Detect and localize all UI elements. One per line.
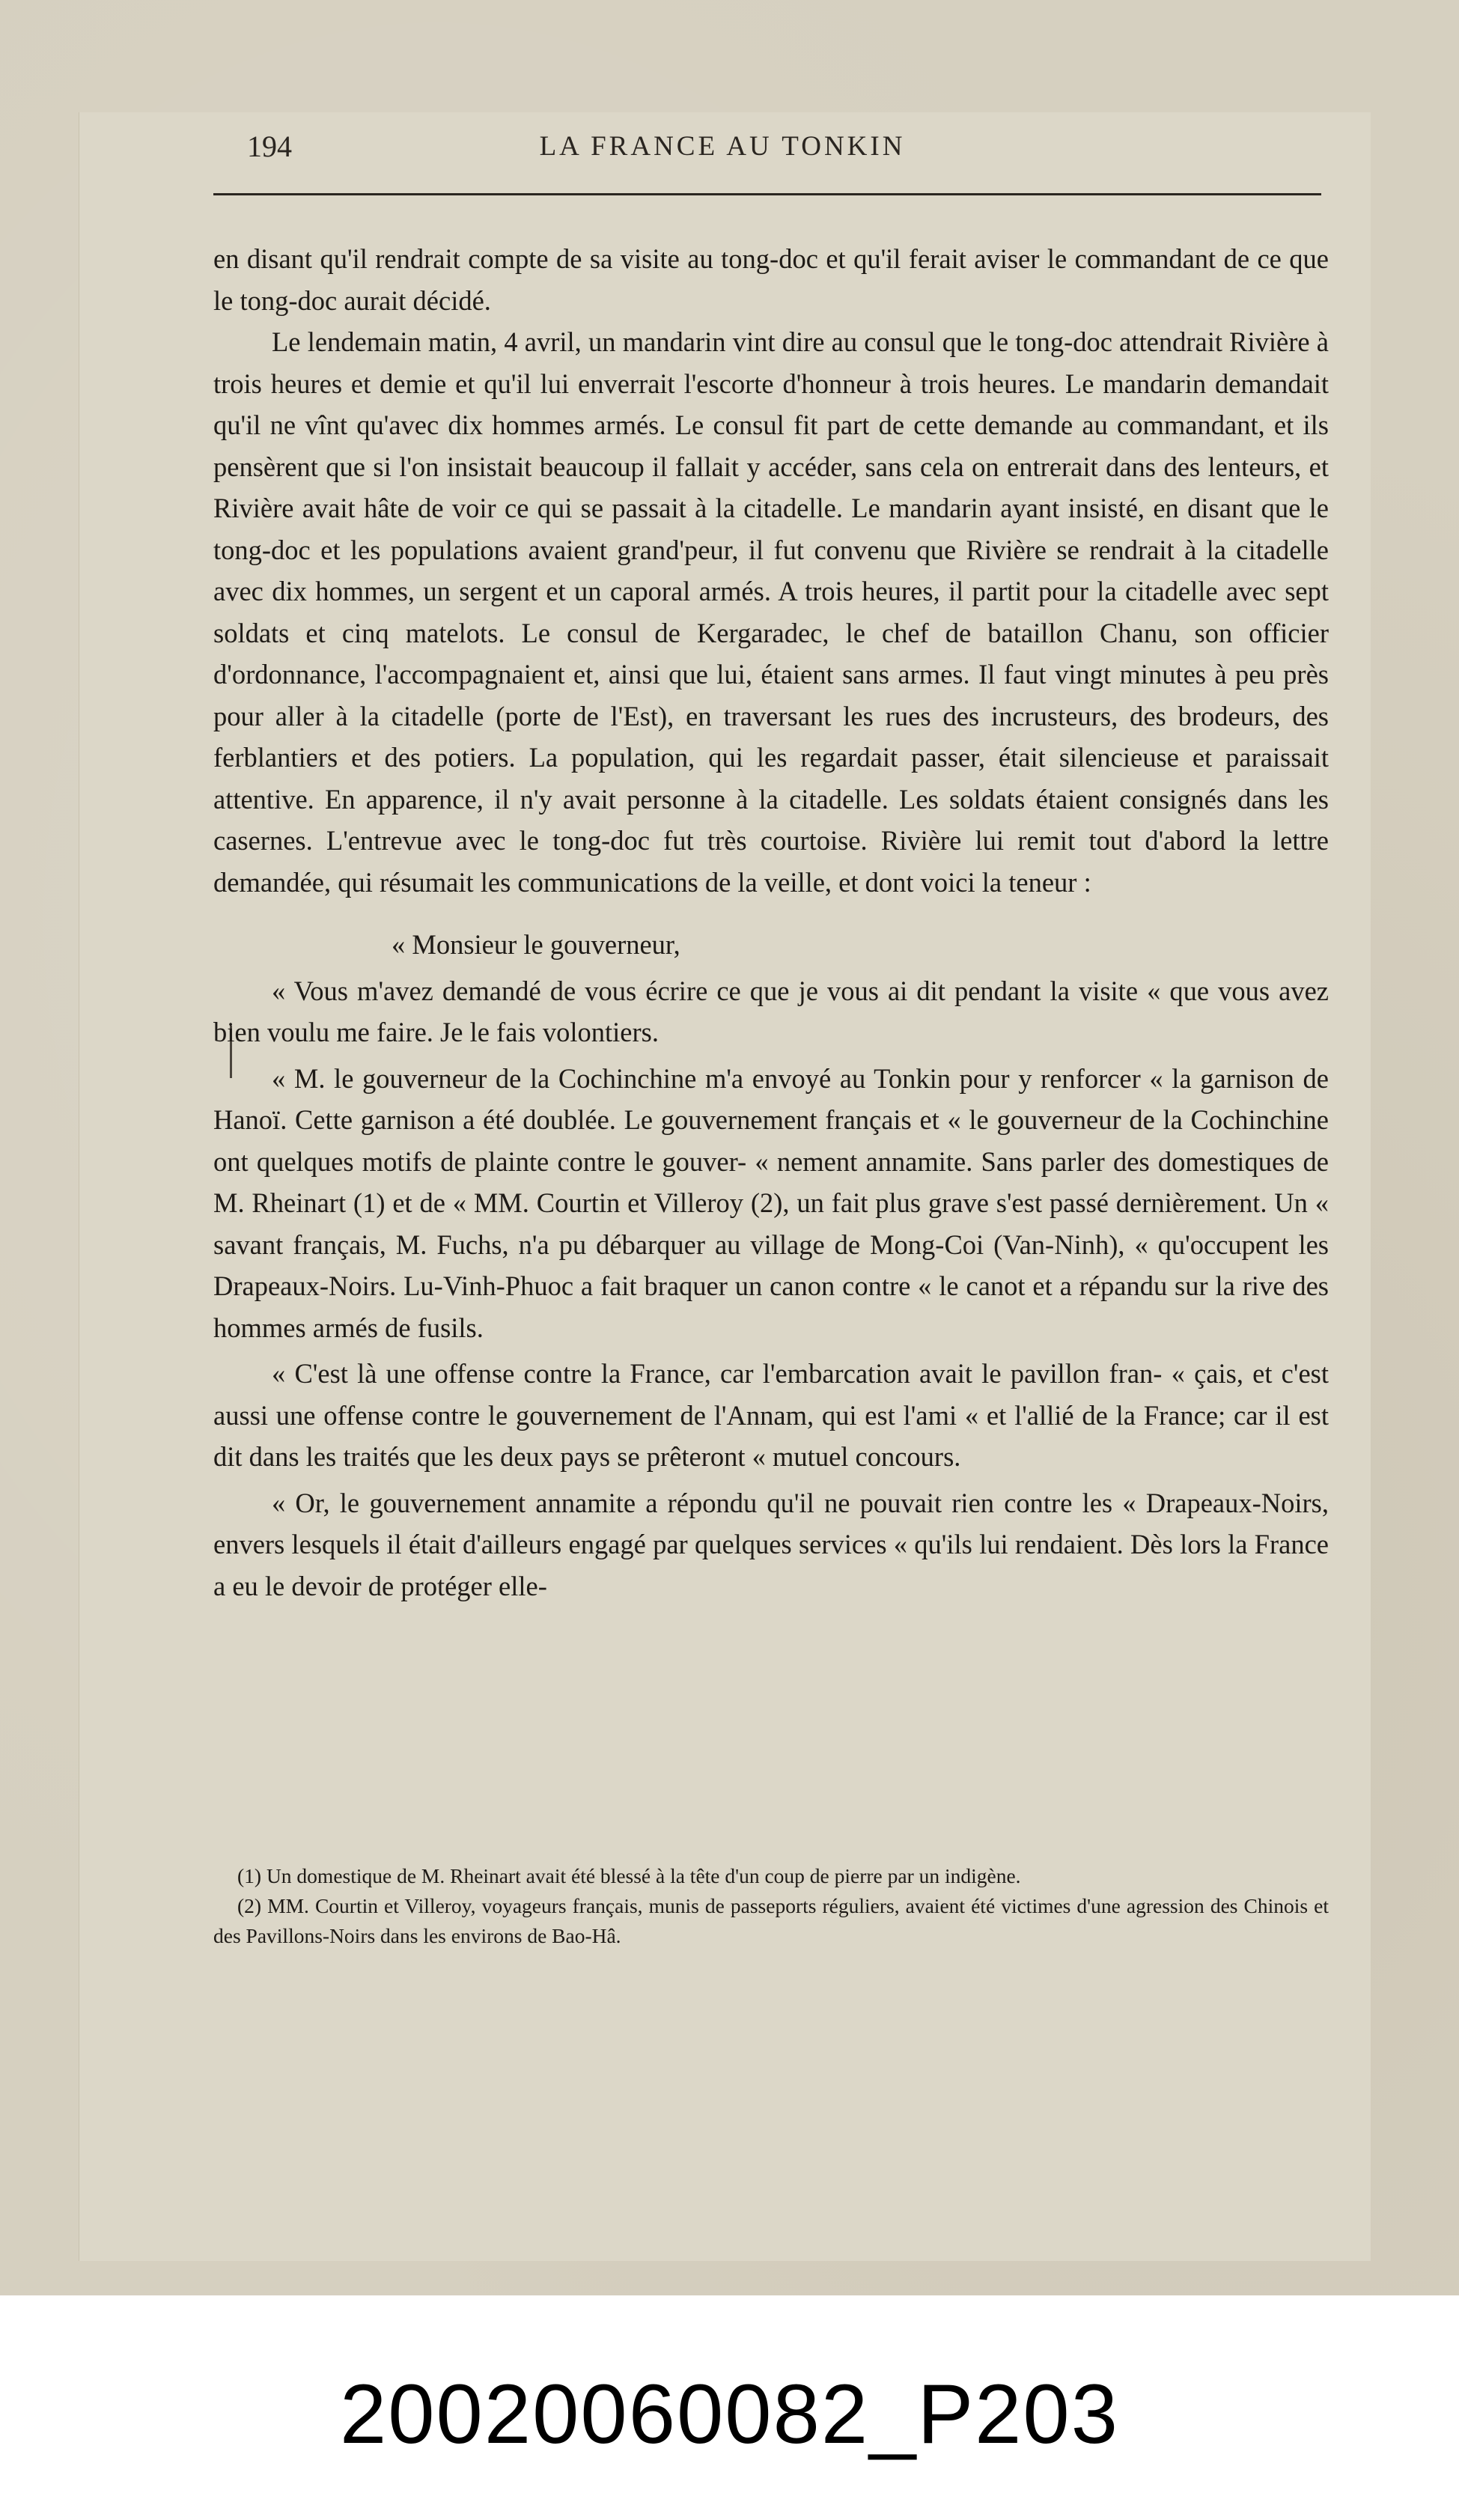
quoted-paragraph-3: « C'est là une offense contre la France, car l'embarcation avait le pavillon fran- « çais, et c'est aussi une offense contre le gouvernement de l'Annam, qui est l'ami « et l'allié de la France; car il est dit dans les traités que les deux pays se prêteront « mutuel concours. — [213, 1358, 1329, 1472]
archive-id-caption: 20020060082_P203 — [339, 2367, 1120, 2461]
footnote-2: (2) MM. Courtin et Villeroy, voyageurs français, munis de passeports réguliers, avaient été victimes d'une agression des Chinois et des Pavillons-Noirs dans les environs de Bao-Hâ. — [213, 1894, 1329, 1947]
paragraph-2: Le lendemain matin, 4 avril, un mandarin vint dire au consul que le tong-doc attendrait Rivière à trois heures et demie et qu'il lui enverrait l'escorte d'honneur à trois heures. Le mandarin demandait qu'il ne vînt qu'avec dix hommes armés. Le consul fit part de cette demande au commandant, et ils pensèrent que si l'on insistait beaucoup il fallait y accéder, sans cela on entrerait dans des lenteurs, et Rivière avait hâte de voir ce qui se passait à la citadelle. Le mandarin ayant insisté, en disant que le tong-doc et les populations avaient grand'peur, il fut convenu que Rivière se rendrait à la citadelle avec dix hommes, un sergent et un caporal armés. A trois heures, il partit pour la citadelle avec sept soldats et cinq matelots. Le consul de Kergaradec, le chef de bataillon Chanu, son officier d'ordonnance, l'accompagnaient et, ainsi que lui, étaient sans armes. Il faut vingt minutes à peu près pour aller à la citadelle (porte de l'Est), en traversant les rues des incrusteurs, des brodeurs, des ferblantiers et des potiers. La population, qui les regardait passer, était silencieuse et paraissait attentive. En apparence, il n'y avait personne à la citadelle. Les soldats étaient consignés dans les casernes. L'entrevue avec le tong-doc fut très courtoise. Rivière lui remit tout d'abord la lettre demandée, qui résumait les communications de la veille, et dont voici la teneur : — [213, 326, 1329, 898]
footnotes — [213, 1861, 1329, 1951]
paragraph-1: en disant qu'il rendrait compte de sa visite au tong-doc et qu'il ferait aviser le commandant de ce que le tong-doc aurait décidé. — [213, 243, 1329, 316]
running-title: LA FRANCE AU TONKIN — [539, 131, 906, 162]
letter-salutation: « Monsieur le gouverneur, — [392, 929, 680, 960]
header-rule — [213, 193, 1321, 195]
quoted-paragraph-4: « Or, le gouvernement annamite a répondu qu'il ne pouvait rien contre les « Drapeaux-Noirs, envers lesquels il était d'ailleurs engagé par quelques services « qu'ils lui rendaient. Dès lors la France a eu le devoir de protéger elle- — [213, 1487, 1329, 1601]
quoted-paragraph-1: « Vous m'avez demandé de vous écrire ce que je vous ai dit pendant la visite « que vous avez bien voulu me faire. Je le fais volontiers. — [213, 975, 1329, 1047]
page-number: 194 — [247, 130, 292, 163]
body-text — [213, 238, 1329, 1607]
running-head — [131, 129, 1314, 181]
quoted-paragraph-2: « M. le gouverneur de la Cochinchine m'a envoyé au Tonkin pour y renforcer « la garnison de Hanoï. Cette garnison a été doublée. Le gouvernement français et « le gouverneur de la Cochinchine ont quelques motifs de plainte contre le gouver- « nement annamite. Sans parler des domestiques de M. Rheinart (1) et de « MM. Courtin et Villeroy (2), un fait plus grave s'est passé dernièrement. Un « savant français, M. Fuchs, n'a pu débarquer au village de Mong-Coi (Van-Ninh), « qu'occupent les Drapeaux-Noirs. Lu-Vinh-Phuoc a fait braquer un canon contre « le canot et a répandu sur la rive des hommes armés de fusils. — [213, 1062, 1329, 1343]
footnote-1: (1) Un domestique de M. Rheinart avait été blessé à la tête d'un coup de pierre par un indigène. — [237, 1864, 1021, 1887]
